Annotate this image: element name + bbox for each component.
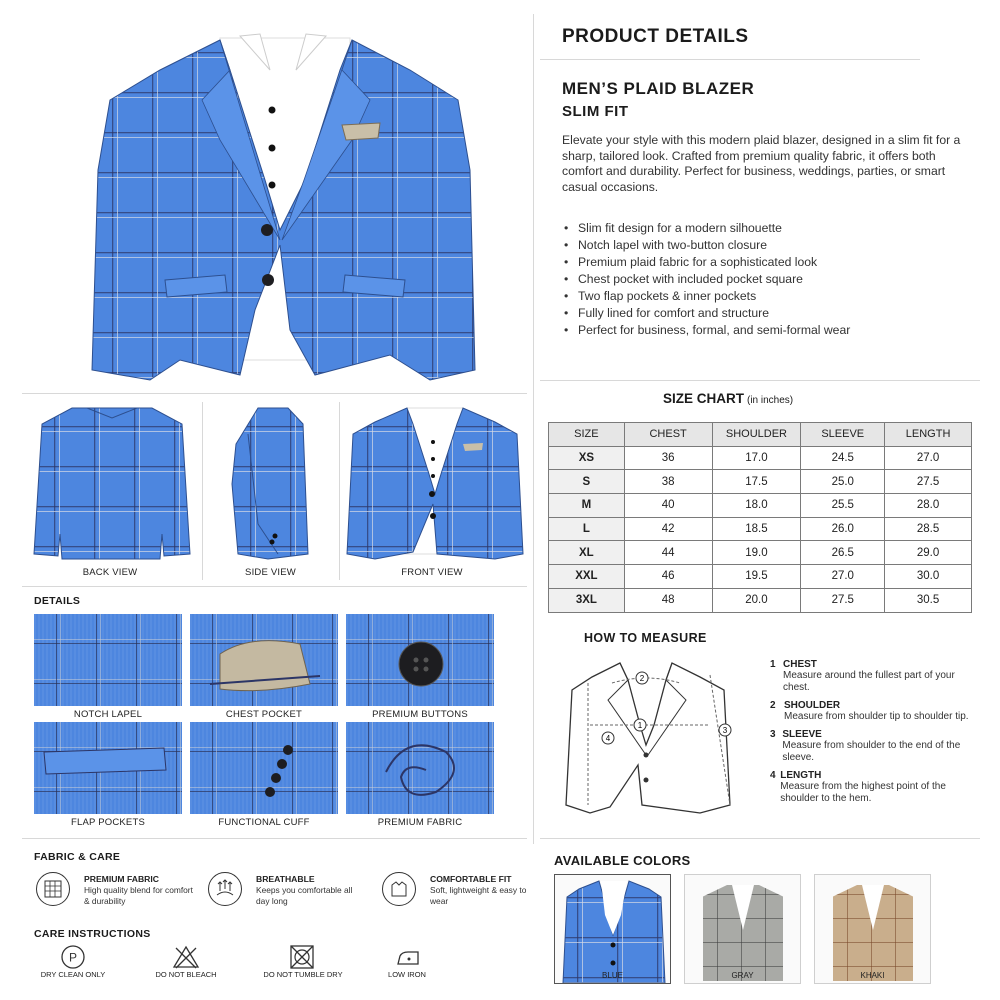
svg-text:4: 4 [605,734,611,743]
column-header: LENGTH [885,423,972,447]
table-cell: XL [549,541,625,565]
fabric-care-title-2: COMFORTABLE FIT [430,874,512,884]
table-cell: S [549,470,625,494]
no-tumble-dry-icon [289,944,315,970]
table-cell: 24.5 [801,446,885,470]
feature-item: • Chest pocket with included pocket square [564,271,850,288]
table-cell: XS [549,446,625,470]
color-option-gray[interactable] [684,874,801,984]
care-label-1: DO NOT BLEACH [155,970,217,979]
table-cell: L [549,517,625,541]
table-cell: 38 [624,470,712,494]
no-bleach-icon [172,944,200,970]
details-label-3: FLAP POCKETS [70,817,146,828]
divider-right-top [540,59,920,60]
step-body: Measure around the fullest part of your chest. [783,670,955,693]
size-chart-heading: SIZE CHART [663,391,744,406]
color-label-khaki: KHAKI [860,971,885,980]
details-title: DETAILS [34,595,81,607]
step-body: Measure from the highest point of the shoulder to the hem. [780,781,946,804]
front-view-image [345,404,525,562]
comfortable-fit-icon [382,872,416,906]
measure-step [770,700,970,723]
product-name: MEN’S PLAID BLAZER [562,79,755,98]
feature-item: • Slim fit design for a modern silhouette [564,220,850,237]
table-cell: 30.5 [885,588,972,612]
feature-list [564,220,850,339]
table-cell: 26.0 [801,517,885,541]
divider-right-measure [540,838,980,839]
size-table [548,422,972,613]
table-cell: 17.5 [712,470,801,494]
product-fit: SLIM FIT [562,103,629,120]
fabric-care-title-1: BREATHABLE [256,874,315,884]
svg-text:3: 3 [722,726,728,735]
table-cell: 3XL [549,588,625,612]
page-title: PRODUCT DETAILS [562,26,749,47]
fabric-care-title: FABRIC & CARE [34,851,121,863]
column-header: SIZE [549,423,625,447]
svg-text:2: 2 [639,674,645,683]
table-header-row [549,423,972,447]
table-cell: XXL [549,565,625,589]
color-option-blue[interactable] [554,874,671,984]
side-view-image [228,404,318,562]
functional-cuff-image [190,722,338,814]
back-view-image [32,404,192,562]
table-cell: 28.5 [885,517,972,541]
step-title: CHEST [783,659,817,670]
measure-step [770,729,970,764]
flap-pockets-image [34,722,182,814]
product-title [562,78,754,123]
divider-left-views [22,586,527,587]
how-to-measure-title: HOW TO MEASURE [584,631,707,645]
color-label-blue: BLUE [602,971,623,980]
table-cell: 18.0 [712,494,801,518]
table-cell: 28.0 [885,494,972,518]
details-label-4: FUNCTIONAL CUFF [218,817,310,828]
details-label-1: CHEST POCKET [225,709,303,720]
table-cell: 40 [624,494,712,518]
vertical-divider [533,14,534,844]
step-number: 1 [770,659,776,670]
size-chart-unit: (in inches) [747,395,794,406]
table-row [549,588,972,612]
step-title: SHOULDER [784,700,841,711]
table-row [549,565,972,589]
table-cell: 27.5 [801,588,885,612]
divider-views-1 [202,402,203,580]
table-cell: 19.0 [712,541,801,565]
step-title: SLEEVE [782,729,822,740]
dry-clean-icon [60,944,86,970]
svg-text:P: P [68,950,78,965]
table-cell: 36 [624,446,712,470]
care-label-0: DRY CLEAN ONLY [40,970,106,979]
table-cell: 48 [624,588,712,612]
table-cell: 25.0 [801,470,885,494]
available-colors-title: AVAILABLE COLORS [554,853,691,868]
divider-right-sizes [540,380,980,381]
table-cell: 29.0 [885,541,972,565]
notch-lapel-image [34,614,182,706]
step-title: LENGTH [780,770,822,781]
table-row [549,470,972,494]
low-iron-icon [394,946,422,968]
premium-fabric-icon [36,872,70,906]
premium-buttons-image [346,614,494,706]
table-cell: 42 [624,517,712,541]
measure-step [770,770,970,805]
column-header: CHEST [624,423,712,447]
fabric-care-body-1: Keeps you comfortable all day long [256,885,353,906]
care-label-2: DO NOT TUMBLE DRY [263,970,343,979]
fabric-care-body-0: High quality blend for comfort & durability [84,885,193,906]
table-cell: 27.0 [885,446,972,470]
table-row [549,494,972,518]
premium-fabric-image [346,722,494,814]
table-cell: 44 [624,541,712,565]
divider-left-hero [22,393,527,394]
divider-left-details [22,838,527,839]
table-cell: 30.0 [885,565,972,589]
step-body: Measure from shoulder to the end of the sleeve. [782,740,961,763]
table-cell: 25.5 [801,494,885,518]
feature-item: • Fully lined for comfort and structure [564,305,850,322]
side-view-label: SIDE VIEW [245,567,296,578]
step-body: Measure from shoulder tip to shoulder tip. [784,711,969,722]
details-label-0: NOTCH LAPEL [73,709,143,720]
table-cell: 46 [624,565,712,589]
step-number: 3 [770,729,776,740]
color-label-gray: GRAY [731,971,754,980]
color-option-khaki[interactable] [814,874,931,984]
measure-diagram [560,655,750,825]
table-cell: 19.5 [712,565,801,589]
details-label-2: PREMIUM BUTTONS [372,709,468,720]
fabric-care-body-2: Soft, lightweight & easy to wear [430,885,527,906]
measure-step [770,659,970,694]
svg-text:1: 1 [637,721,643,730]
table-row [549,517,972,541]
table-cell: M [549,494,625,518]
product-description: Elevate your style with this modern plaid blazer, designed in a slim fit for a sharp, tailored look. Crafted from premium quality fabric, it offers both comfort and durability. Perfect for business, weddings, parties, or smart casual occasions. [562,133,961,194]
step-number: 4 [770,770,776,781]
table-row [549,446,972,470]
table-cell: 26.5 [801,541,885,565]
chest-pocket-image [190,614,338,706]
care-instructions-title: CARE INSTRUCTIONS [34,928,151,940]
table-row [549,541,972,565]
back-view-label: BACK VIEW [82,567,138,578]
column-header: SHOULDER [712,423,801,447]
hero-blazer-image [90,30,480,385]
details-label-5: PREMIUM FABRIC [377,817,463,828]
fabric-care-title-0: PREMIUM FABRIC [84,874,159,884]
care-label-3: LOW IRON [388,970,426,979]
feature-item: • Perfect for business, formal, and semi-formal wear [564,322,850,339]
table-cell: 18.5 [712,517,801,541]
step-number: 2 [770,700,776,711]
table-cell: 27.0 [801,565,885,589]
table-cell: 27.5 [885,470,972,494]
column-header: SLEEVE [801,423,885,447]
feature-item: • Notch lapel with two-button closure [564,237,850,254]
divider-views-2 [339,402,340,580]
front-view-label: FRONT VIEW [401,567,463,578]
table-cell: 20.0 [712,588,801,612]
feature-item: • Two flap pockets & inner pockets [564,288,850,305]
breathable-icon [208,872,242,906]
measure-steps [770,659,970,811]
table-cell: 17.0 [712,446,801,470]
size-chart-title [663,391,793,406]
feature-item: • Premium plaid fabric for a sophisticated look [564,254,850,271]
